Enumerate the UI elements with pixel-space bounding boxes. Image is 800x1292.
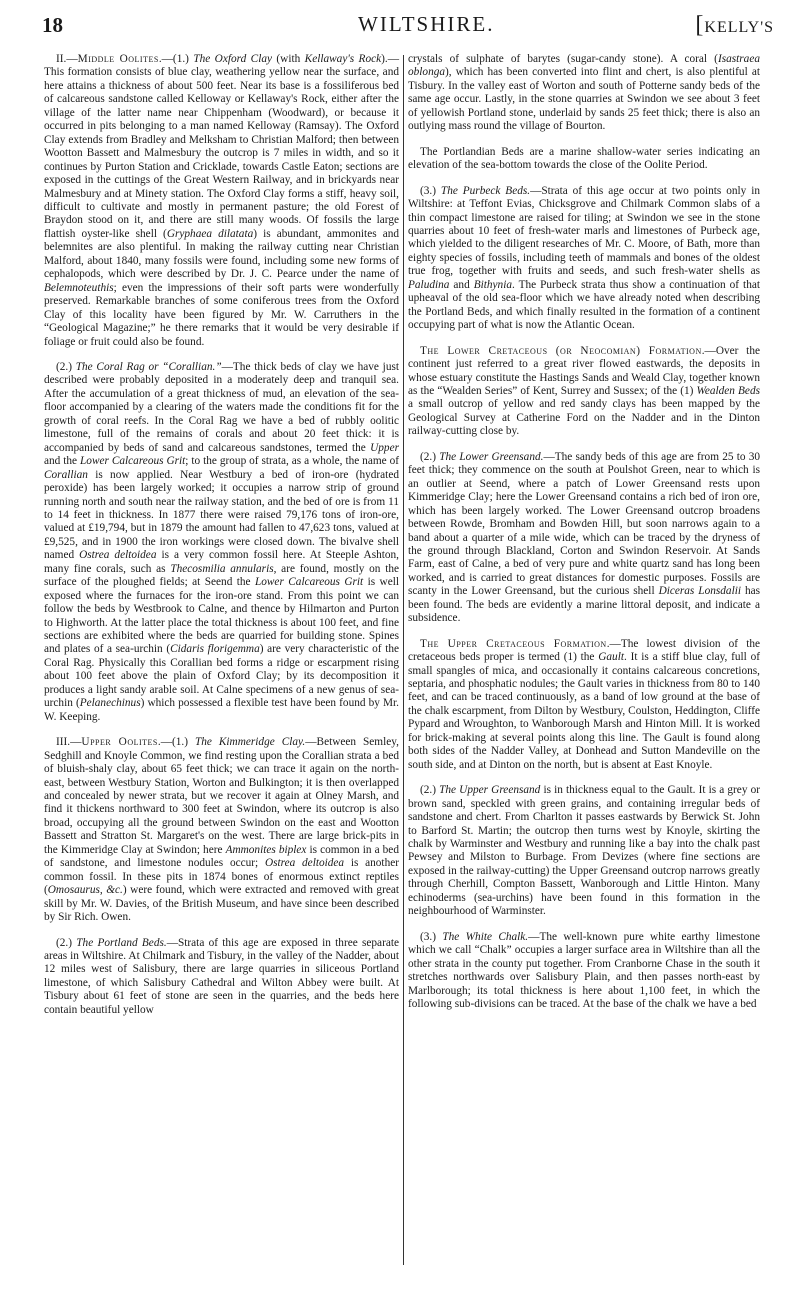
italic-term: Lower Calcareous Grit — [254, 576, 364, 589]
italic-term: Lower Calcareous Grit — [80, 455, 186, 468]
italic-term: Ostrea deltoidea — [264, 857, 345, 870]
text-run: . It is a stiff blue clay, full of small spangles of mica, and occasionally it contains calcareous concretions, septaria, and phosphatic nodules; the Gault varies in thickness from 80 to 140 feet, and can be traced continuously, as a band of low ground at the base of the chalk escarpment, from Dilton by Westbury, Coulston, Heddington, Cliffe Pypard and Wroughton, to Wanborough Marsh and Hinton Mill. It is worked for brick-making at several points along this line. The Gault is found along both sides of the Nadder Valley, at Donhead and Sutton Mandeville on the south side, and at Dinton on the north, but is absent at East Knoyle. — [408, 651, 760, 771]
section-heading: The Upper Cretaceous Formation — [420, 637, 607, 650]
italic-term: The Coral Rag or “Corallian.” — [75, 360, 222, 373]
text-run: II.— — [56, 53, 78, 65]
italic-term: Omosaurus, &c. — [47, 884, 123, 897]
paragraph-portland-beds — [44, 937, 399, 1018]
paragraph-middle-oolites — [44, 53, 399, 349]
italic-term: Diceras Lonsdalii — [658, 585, 741, 598]
text-run: ) are very characteristic of the Coral Rag. Physically this Corallian bed forms a ridge or escarpment rising about 100 feet above the plain of Oxford Clay; by its decomposition it produces a light sandy arable soil. At Calne specimens of a new genus of sea-urchin ( — [44, 643, 399, 710]
running-title: WILTSHIRE. — [358, 12, 495, 36]
italic-term: Upper — [370, 441, 399, 454]
italic-term: The Lower Greensand. — [439, 450, 544, 463]
section-heading: Upper Oolites — [81, 736, 158, 749]
paragraph-portland-cont — [408, 53, 760, 134]
text-run: III.— — [56, 736, 82, 749]
text-run: crystals of sulphate of barytes (sugar-candy stone). A coral ( — [408, 53, 718, 65]
italic-term: Paludina — [408, 278, 450, 291]
italic-term: Gryphaea dilatata — [166, 227, 254, 240]
text-run: is common in a bed of sandstone, and limestone nodules occur; — [44, 843, 399, 870]
text-run: is well exposed where the furnaces for the iron-ore stand. From this point we can follow the beds by Westbrook to Calne, and thence by Hilmarton and Purton to Highworth. At the latter place the total thickness is about 100 feet, and fine sections are exhibited where the beds are quarried for building stone. Spines and plates of a sea-urchin ( — [44, 576, 399, 656]
text-run: is another common fossil. In these pits in 1874 bones of enormous extinct reptiles ( — [44, 857, 400, 897]
left-column — [44, 53, 399, 1029]
text-run: (3.) — [420, 930, 443, 943]
paragraph-upper-cretaceous — [408, 638, 760, 773]
text-run: (2.) — [420, 784, 440, 797]
right-column — [408, 53, 760, 1023]
text-run: (2.) — [420, 450, 440, 463]
italic-term: Thecosmilia annularis — [170, 562, 274, 575]
italic-term: The Oxford Clay — [193, 53, 272, 65]
text-run: .—(1.) — [158, 53, 194, 65]
italic-term: Belemnoteuthis — [44, 281, 114, 294]
italic-term: Pelanechinus — [79, 697, 141, 710]
text-run: .—Over the continent just referred to a great river flowed eastwards, the deposits in whose estuary constitute the Hastings Sands and Weald Clay, together known as the “Wealden Series” of Kent, Surrey and Sussex; of the (1) — [408, 344, 760, 397]
section-heading: Middle Oolites — [77, 53, 159, 65]
paragraph-portlandian — [408, 146, 760, 173]
italic-term: Ostrea deltoidea — [79, 549, 157, 562]
italic-term: Gault — [598, 651, 624, 664]
text-run: ), which has been converted into flint and chert, is also plentiful at Tisbury. In the valley east of Worton and south of Potterne sandy beds of the same age occur. Lastly, in the stone quarries at Swindon we see about 3 feet of yellowish Portland stone, underlaid by sands 25 feet thick; there is also an outlying mass round the village of Bourton. — [408, 66, 760, 133]
italic-term: Cidaris florigemma — [170, 643, 260, 656]
text-run: (2.) — [56, 936, 77, 949]
paragraph-white-chalk — [408, 931, 760, 1012]
text-run: .—The lowest division of the cretaceous beds proper is termed (1) the — [408, 637, 760, 664]
bracket-glyph: [ — [695, 12, 705, 38]
italic-term: The Portland Beds. — [76, 936, 167, 949]
text-run: and the — [44, 455, 81, 468]
text-run: a small outcrop of yellow and red sandy clays has been mapped by the Geological Survey at Catherine Ford on the Nadder and in the Dinton railway-cutting close by. — [408, 398, 760, 438]
publisher-mark — [695, 12, 774, 39]
italic-term: The Purbeck Beds. — [440, 184, 531, 197]
text-run: ; even the impressions of their soft parts were wonderfully preserved. Remarkable branches of some coniferous trees from the Oxford Clay of this locality have been figured by Mr. W. Carruthers in the “Geological Magazine;” he there remarks that it would be very desirable if foliage or fruit could also be found. — [44, 281, 399, 348]
text-run: ).—This formation consists of blue clay, weathering yellow near the surface, and here attains a thickness of about 500 feet. Near its base is a fossiliferous bed of calcareous sandstone called Kelloway or Kellaway's Rock, either after the village of the latter name near Chippenham (Woodward), or because it occurred in pits belonging to a man named Kelloway (Ramsay). The Oxford Clay extends from Bradley and Melksham to Christian Malford; then between Wootton Bassett and Malmesbury the outcrop is 7 miles in width, and so it continues by Purton Station and Cricklade, towards Castle Eaton; sections are exposed in the cuttings of the Great Western Railway, and in brickyards near Malmesbury and at Minety station. The Oxford Clay forms a stiff, heavy soil, difficult to cultivate and mostly in permanent pasture; the old Forest of Braydon stood on it, and there are still many woods. Of fossils the large flattish oyster-like shell ( — [44, 53, 400, 240]
text-run: —The thick beds of clay we have just described were probably deposited in a moderately deep and tranquil sea. After the accumulation of a great thickness of mud, an elevation of the sea-floor accompanied by a clearing of the waters made the conditions fit for the growth of coral reefs. In the Coral Rag we have a bed of rubbly oolitic limestone, full of the remains of corals and about 20 feet thick: it is accompanied by beds of sand and calcareous sandstones, termed the — [44, 360, 399, 454]
text-run: ) which possessed a flexible test have been found by Mr. W. Keeping. — [44, 697, 400, 723]
text-run: is now applied. Near Westbury a bed of iron-ore (hydrated peroxide) has been largely worked; it occupies a narrow strip of ground running north and south near the railway station, and the bed of ore is from 11 to 14 feet in thickness. In 1877 there were raised 79,176 tons of iron-ore, valued at £19,794, but in 1879 the amount had fallen to 47,623 tons, valued at £9,525, and in 1900 the iron workings were closed down. The bivalve shell named — [44, 468, 399, 562]
text-run: . The Purbeck strata thus show a continuation of that upheaval of the old sea-floor which we have already noted when describing the Portland Beds, and which finally resulted in the formation of a continent occupying part of what is now the Atlantic Ocean. — [408, 278, 760, 332]
italic-term: The Kimmeridge Clay. — [194, 736, 306, 749]
column-divider — [403, 55, 404, 1265]
paragraph-coral-rag — [44, 361, 399, 724]
italic-term: Wealden Beds — [696, 384, 760, 397]
text-run: has been found. The beds are evidently a marine littoral deposit, and indicate a subsidence. — [408, 585, 761, 625]
text-run: —The well-known pure white earthy limestone which we call “Chalk” occupies a larger surface area in Wiltshire than all the other strata in the county put together. From Cranborne Chase in the south it stretches northwards over Salisbury Plain, and then passes north-east by Marlborough; its total thickness is here about 1,100 feet, in which the following sub-divisions can be traced. At the base of the chalk we have a bed — [408, 930, 760, 1010]
paragraph-lower-cretaceous — [408, 345, 760, 439]
text-run: —Strata of this age occur at two points only in Wiltshire: at Teffont Evias, Chicksgrove and Chilmark Common slabs of a thin compact limestone are raised for tiling; at Swindon we see in the stone quarries about 10 feet of fresh-water marls and limestones of Purbeck age, which yielded to the diligent researches of Mr. C. Moore, of Bath, more than eighty species of fossils, including teeth of mammals and bones of the oldest true frog, together with fruits and seeds, and such fresh-water shells as — [408, 184, 760, 278]
italic-term: The Upper Greensand — [439, 784, 541, 797]
italic-term: Bithynia — [473, 278, 512, 291]
paragraph-upper-oolites — [44, 736, 399, 924]
text-run: The Portlandian Beds are a marine shallow-water series indicating an elevation of the sea-bottom towards the close of the Oolite Period. — [408, 145, 760, 172]
text-run: ; to the group of strata, as a whole, the name of — [185, 455, 400, 468]
text-run: ) is abundant, ammonites and belemnites are also plentiful. In making the railway cutting near Christian Malford, about 1840, many fossils were found, including some new forms of cephalopods, which were described by Dr. J. C. Pearce under the name of — [44, 227, 400, 281]
text-run: —Between Semley, Sedghill and Knoyle Common, we find resting upon the Corallian strata a bed of bluish-shaly clay, about 65 feet thick; we can trace it again on the north-east, between Westbury Station, Worton and Bulkington; it is then overlapped and concealed by newer strata, but we recover it again at Olney Marsh, and find it thickens northward to 300 feet at Swindon, where its outcrop is also broad, occupying all the ground between Swindon on the east and Wootton Bassett and Stratton St. Margaret's on the west. There are large brick-pits in the Kimmeridge Clay at Swindon; here — [44, 736, 399, 856]
italic-term: Isastraea oblonga — [408, 53, 760, 79]
italic-term: Ammonites biplex — [225, 843, 307, 856]
paragraph-upper-greensand — [408, 784, 760, 919]
page-number: 18 — [42, 13, 63, 37]
text-run: (2.) — [56, 360, 76, 373]
italic-term: The White Chalk. — [442, 930, 529, 943]
page-header — [42, 12, 774, 44]
paragraph-lower-greensand — [408, 451, 760, 626]
text-run: —The sandy beds of this age are from 25 to 30 feet thick; they commence on the south at Poulshot Green, near to which is an outlier at Seend, where a patch of Lower Greensand rests upon Kimmeridge Clay; here the Lower Greensand contains a rich bed of iron ore, which has been largely worked. The Lower Greensand outcrop broadens between Rowde, Bromham and Bowden Hill, but soon narrows again to a band about a quarter of a mile wide, which can be traced by the dryness of the ground through Blackland, Corton and Swindon Reservoir. At Sands Farm, east of Calne, a bed of very pure and white quartz sand has long been worked, and is carried to great distances for domestic purposes. Fossils are scanty in the Lower Greensand, but the curious shell — [408, 450, 760, 598]
text-run: ) were found, which were extracted and removed with great skill by Mr. W. Davies, of the British Museum, and have since been described by Sir Rich. Owen. — [44, 884, 399, 924]
section-heading: The Lower Cretaceous (or Neocomian) Formation — [420, 344, 702, 357]
italic-term: Kellaway's Rock — [304, 53, 382, 65]
publisher-name: KELLY'S — [704, 19, 774, 36]
text-run: is a very common fossil here. At Steeple Ashton, many fine corals, such as — [44, 549, 399, 575]
paragraph-purbeck-beds — [408, 185, 760, 333]
text-run: and — [449, 278, 474, 291]
text-run: —Strata of this age are exposed in three separate areas in Wiltshire. At Chilmark and Tisbury, in the valley of the Nadder, about 12 miles west of Salisbury, there are large quarries in siliceous Portland limestone, of which Salisbury Cathedral and Wilton Abbey were built. At Tisbury about 61 feet of stone are seen in the quarries, and the beds here contain beautiful yellow — [44, 936, 400, 1016]
text-run: , are found, mostly on the surface of the ploughed fields; at Seend the — [44, 562, 399, 589]
text-run: .—(1.) — [157, 736, 195, 749]
text-run: (3.) — [420, 184, 441, 197]
text-run: is in thickness equal to the Gault. It is a grey or brown sand, speckled with green grains, and containing irregular beds of sandstone and chert. From Charlton it passes eastwards by Berwick St. John to Barford St. Martin; the outcrop then turns west by Knoyle, skirting the chalk by Warminster and Westbury and running like a bay into the chalk past Pewsey and Milston to Burbage. From Devizes (where fine sections are exposed in the railway-cutting) the Upper Greensand outcrop narrows greatly through Cherhill, Compton Bassett, Wanborough and Little Hinton. Many echinoderms (sea-urchins) have been found in this formation in the neighbourhood of Warminster. — [408, 784, 760, 918]
text-run: (with — [272, 53, 305, 65]
italic-term: Corallian — [44, 468, 88, 481]
